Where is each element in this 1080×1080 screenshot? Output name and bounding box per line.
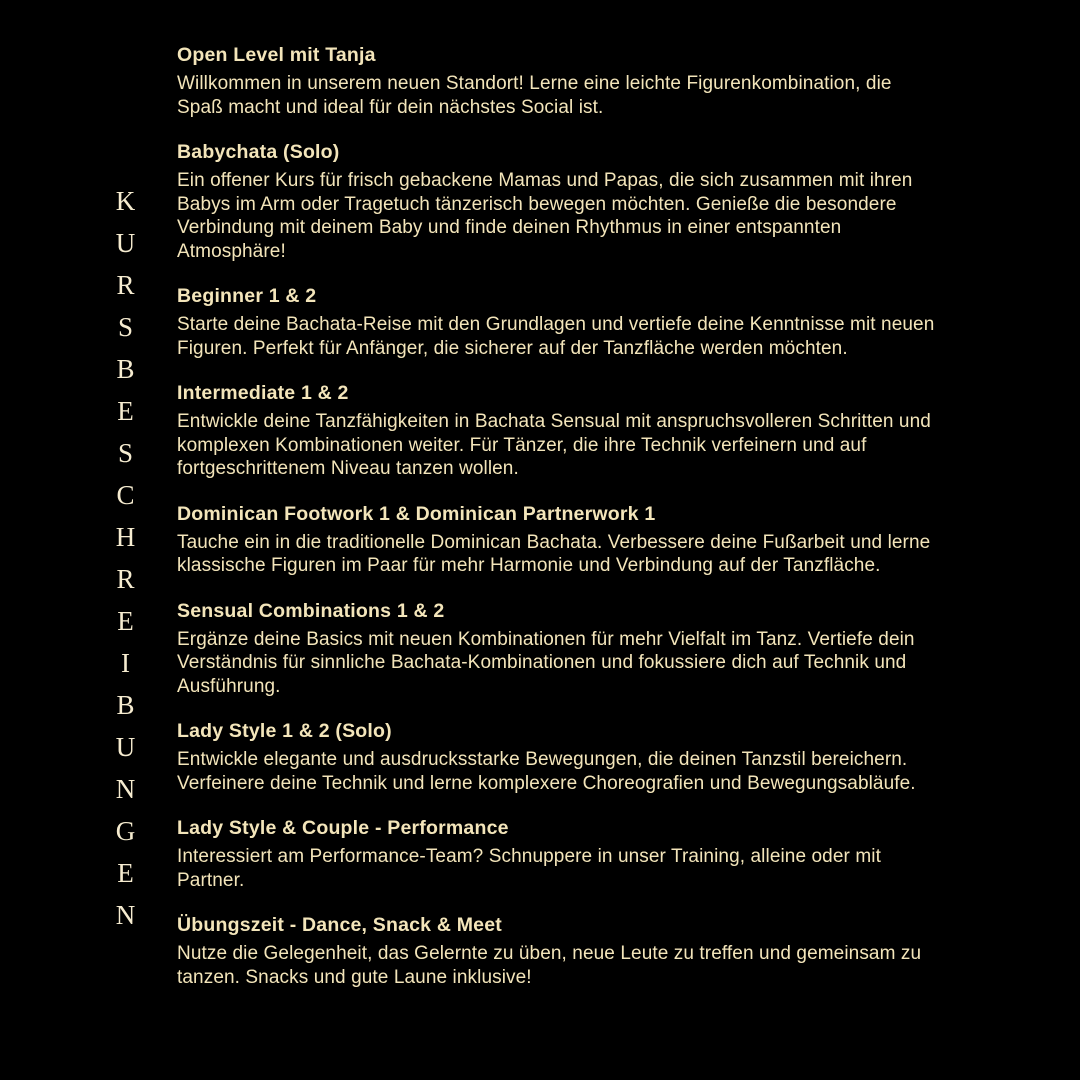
course-title: Open Level mit Tanja (177, 44, 376, 66)
course-section (177, 817, 939, 892)
course-description: Starte deine Bachata-Reise mit den Grundlagen und vertiefe deine Kenntnisse mit neuen Figuren. Perfekt für Anfänger, die sicherer auf der Tanzfläche werden möchten. (177, 314, 935, 359)
course-section (177, 285, 939, 360)
course-section (177, 44, 939, 119)
course-title: Lady Style & Couple - Performance (177, 817, 509, 839)
course-description: Entwickle deine Tanzfähigkeiten in Bachata Sensual mit anspruchsvolleren Schritten und komplexen Kombinationen weiter. Für Tänzer, die ihre Technik verfeinern und auf fortgeschrittenem Niveau tanzen wollen. (177, 411, 931, 479)
course-section (177, 503, 939, 578)
course-list (177, 44, 939, 1011)
course-description: Tauche ein in die traditionelle Dominican Bachata. Verbessere deine Fußarbeit und lerne klassische Figuren im Paar für mehr Harmonie und Verbindung auf der Tanzfläche. (177, 531, 931, 576)
course-title: Dominican Footwork 1 & Dominican Partnerwork 1 (177, 502, 656, 525)
course-title: Übungszeit - Dance, Snack & Meet (177, 914, 502, 936)
course-section (177, 382, 939, 481)
course-title: Lady Style 1 & 2 (Solo) (177, 720, 392, 742)
left-rail (102, 186, 148, 942)
course-description: Interessiert am Performance-Team? Schnuppere in unser Training, alleine oder mit Partner. (177, 846, 881, 891)
course-title: Babychata (Solo) (177, 141, 340, 163)
course-description: Entwickle elegante und ausdrucksstarke Bewegungen, die deinen Tanzstil bereichern. Verfeinere deine Technik und lerne komplexere Choreografien und Bewegungsabläufe. (177, 749, 916, 794)
course-section (177, 914, 939, 989)
vertical-title: KURSBESCHREIBUNGEN (110, 186, 141, 942)
course-section (177, 720, 939, 795)
course-title: Sensual Combinations 1 & 2 (177, 599, 445, 622)
course-section (177, 141, 939, 263)
course-description: Ergänze deine Basics mit neuen Kombinationen für mehr Vielfalt im Tanz. Vertiefe dein Verständnis für sinnliche Bachata-Kombinationen und fokussiere dich auf Technik und Ausführung. (177, 628, 915, 697)
course-title: Beginner 1 & 2 (177, 285, 317, 307)
course-section (177, 600, 939, 699)
course-description: Willkommen in unserem neuen Standort! Lerne eine leichte Figurenkombination, die Spaß macht und ideal für dein nächstes Social ist. (177, 73, 892, 118)
course-title: Intermediate 1 & 2 (177, 382, 349, 404)
course-description: Ein offener Kurs für frisch gebackene Mamas und Papas, die sich zusammen mit ihren Babys im Arm oder Tragetuch tänzerisch bewegen möchten. Genieße die besondere Verbindung mit deinem Baby und finde deinen Rhythmus in einer entspannten Atmosphäre! (177, 170, 913, 262)
course-description: Nutze die Gelegenheit, das Gelernte zu üben, neue Leute zu treffen und gemeinsam zu tanzen. Snacks und gute Laune inklusive! (177, 943, 922, 988)
